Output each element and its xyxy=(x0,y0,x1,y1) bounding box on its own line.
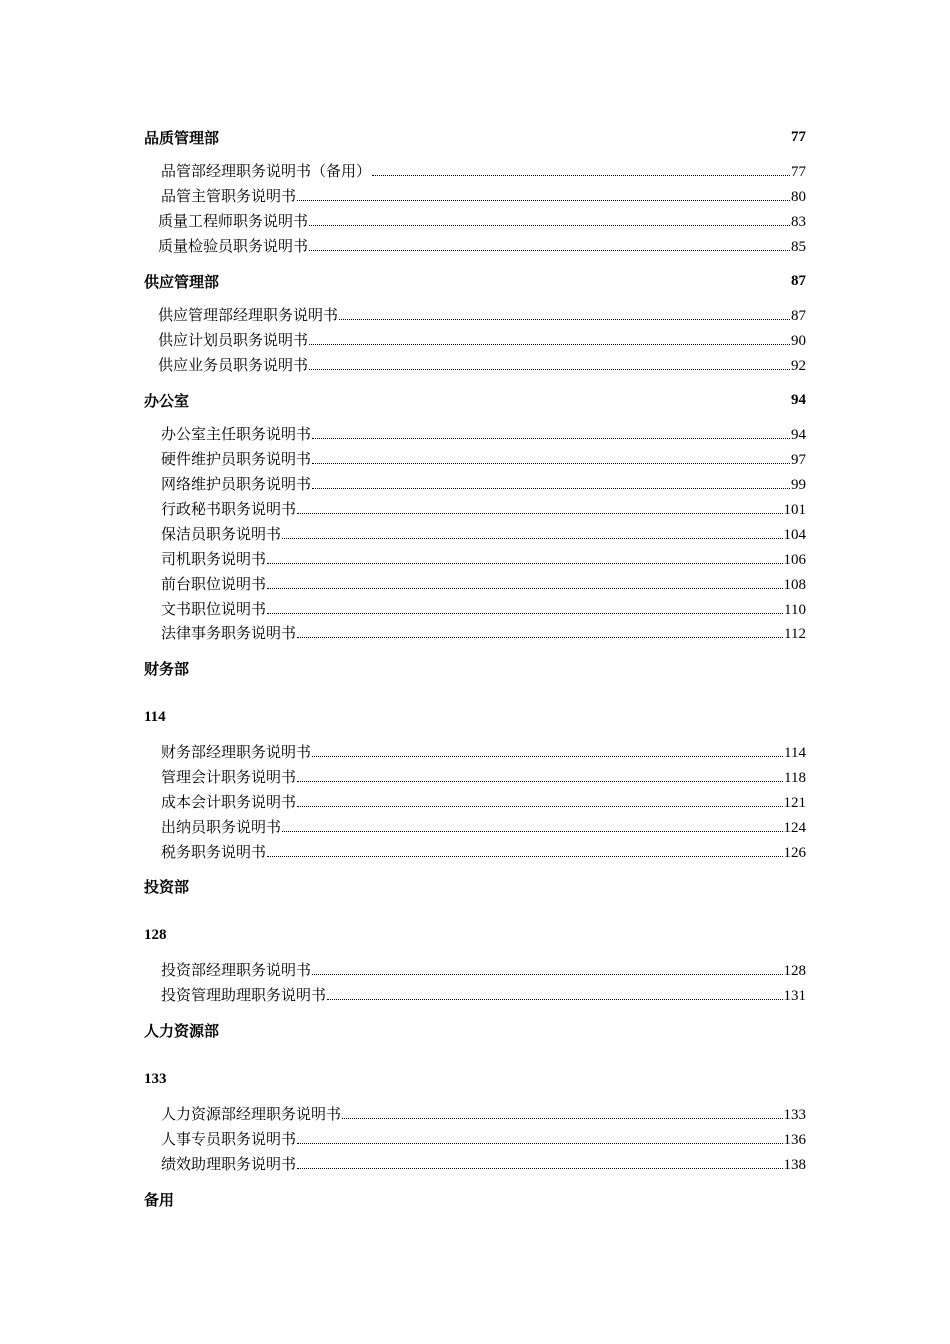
entry-title: 品管主管职务说明书 xyxy=(161,189,297,205)
entry-title: 出纳员职务说明书 xyxy=(161,820,282,836)
dot-leader xyxy=(282,538,782,539)
toc-section-heading[interactable] xyxy=(144,126,806,148)
dot-leader xyxy=(267,563,782,564)
dot-leader xyxy=(309,250,790,251)
entry-title: 投资管理助理职务说明书 xyxy=(161,988,327,1004)
toc-entry[interactable] xyxy=(161,984,806,1006)
entry-title: 绩效助理职务说明书 xyxy=(161,1157,297,1173)
toc-entry[interactable] xyxy=(158,354,806,376)
section-title: 办公室 xyxy=(144,393,190,410)
entry-title: 法律事务职务说明书 xyxy=(161,626,297,642)
section-page-number: 114 xyxy=(144,708,166,725)
toc-entry[interactable] xyxy=(161,573,806,595)
toc-entry[interactable] xyxy=(161,816,806,838)
entry-title: 税务职务说明书 xyxy=(161,845,267,861)
section-title: 人力资源部 xyxy=(144,1023,220,1040)
toc-section-heading[interactable] xyxy=(144,1188,806,1210)
toc-entry[interactable] xyxy=(161,1128,806,1150)
entry-page-number: 106 xyxy=(783,552,806,568)
toc-entry[interactable] xyxy=(158,235,806,257)
toc-entry[interactable] xyxy=(158,304,806,326)
toc-entry[interactable] xyxy=(161,473,806,495)
dot-leader xyxy=(267,856,782,857)
entry-page-number: 118 xyxy=(784,770,806,786)
section-title: 品质管理部 xyxy=(144,130,220,147)
entry-page-number: 121 xyxy=(783,795,806,811)
section-title: 供应管理部 xyxy=(144,274,220,291)
toc-entry[interactable] xyxy=(161,548,806,570)
toc-entry[interactable] xyxy=(161,185,806,207)
entry-title: 成本会计职务说明书 xyxy=(161,795,297,811)
entry-title: 人力资源部经理职务说明书 xyxy=(161,1107,342,1123)
entry-page-number: 112 xyxy=(784,626,806,642)
toc-entry[interactable] xyxy=(161,622,806,644)
dot-leader xyxy=(267,613,783,614)
entry-page-number: 133 xyxy=(783,1107,806,1123)
toc-section-page-line[interactable] xyxy=(144,706,806,728)
section-page-number: 128 xyxy=(144,926,167,943)
entry-page-number: 94 xyxy=(791,427,806,443)
section-title: 财务部 xyxy=(144,661,190,678)
entry-page-number: 87 xyxy=(791,308,806,324)
dot-leader xyxy=(297,806,782,807)
dot-leader xyxy=(372,175,790,176)
section-page-number: 87 xyxy=(791,272,806,289)
section-page-number: 133 xyxy=(144,1070,167,1087)
toc-entry[interactable] xyxy=(158,329,806,351)
dot-leader xyxy=(297,1168,782,1169)
dot-leader xyxy=(312,974,782,975)
toc-section-heading[interactable] xyxy=(144,270,806,292)
entry-page-number: 138 xyxy=(783,1157,806,1173)
entry-page-number: 83 xyxy=(791,214,806,230)
toc-entry[interactable] xyxy=(161,1103,806,1125)
entry-title: 质量检验员职务说明书 xyxy=(158,239,309,255)
entry-page-number: 108 xyxy=(783,577,806,593)
entry-page-number: 80 xyxy=(791,189,806,205)
section-title: 投资部 xyxy=(144,879,190,896)
dot-leader xyxy=(297,637,783,638)
dot-leader xyxy=(297,513,782,514)
toc-entry[interactable] xyxy=(158,210,806,232)
dot-leader xyxy=(309,369,790,370)
entry-page-number: 97 xyxy=(791,452,806,468)
toc-section-page-line[interactable] xyxy=(144,1068,806,1090)
entry-page-number: 126 xyxy=(783,845,806,861)
dot-leader xyxy=(339,319,790,320)
entry-title: 网络维护员职务说明书 xyxy=(161,477,312,493)
toc-entry[interactable] xyxy=(161,741,806,763)
entry-page-number: 131 xyxy=(783,988,806,1004)
toc-entry[interactable] xyxy=(161,841,806,863)
entry-title: 人事专员职务说明书 xyxy=(161,1132,297,1148)
entry-title: 文书职位说明书 xyxy=(161,602,267,618)
entry-title: 供应管理部经理职务说明书 xyxy=(158,308,339,324)
toc-section-heading[interactable] xyxy=(144,875,806,897)
entry-title: 质量工程师职务说明书 xyxy=(158,214,309,230)
entry-title: 供应业务员职务说明书 xyxy=(158,358,309,374)
entry-page-number: 77 xyxy=(791,164,806,180)
toc-section-heading[interactable] xyxy=(144,389,806,411)
entry-page-number: 114 xyxy=(784,745,806,761)
toc-entry[interactable] xyxy=(161,423,806,445)
toc-entry[interactable] xyxy=(161,523,806,545)
entry-title: 办公室主任职务说明书 xyxy=(161,427,312,443)
toc-entry[interactable] xyxy=(161,959,806,981)
dot-leader xyxy=(309,344,790,345)
dot-leader xyxy=(297,200,790,201)
dot-leader xyxy=(327,999,782,1000)
dot-leader xyxy=(297,1143,782,1144)
entry-title: 财务部经理职务说明书 xyxy=(161,745,312,761)
entry-page-number: 85 xyxy=(791,239,806,255)
section-page-number: 94 xyxy=(791,391,806,408)
toc-entry[interactable] xyxy=(161,1153,806,1175)
toc-section-page-line[interactable] xyxy=(144,924,806,946)
entry-title: 硬件维护员职务说明书 xyxy=(161,452,312,468)
entry-page-number: 128 xyxy=(783,963,806,979)
entry-page-number: 136 xyxy=(783,1132,806,1148)
section-page-number: 77 xyxy=(791,128,806,145)
entry-title: 行政秘书职务说明书 xyxy=(161,502,297,518)
entry-page-number: 110 xyxy=(784,602,806,618)
dot-leader xyxy=(282,831,782,832)
dot-leader xyxy=(312,488,790,489)
toc-entry[interactable] xyxy=(161,448,806,470)
dot-leader xyxy=(342,1118,782,1119)
entry-title: 投资部经理职务说明书 xyxy=(161,963,312,979)
entry-title: 司机职务说明书 xyxy=(161,552,267,568)
entry-page-number: 104 xyxy=(783,527,806,543)
entry-page-number: 92 xyxy=(791,358,806,374)
entry-title: 保洁员职务说明书 xyxy=(161,527,282,543)
dot-leader xyxy=(312,463,790,464)
section-title: 备用 xyxy=(144,1192,175,1209)
entry-page-number: 90 xyxy=(791,333,806,349)
dot-leader xyxy=(312,438,790,439)
entry-title: 供应计划员职务说明书 xyxy=(158,333,309,349)
dot-leader xyxy=(312,756,783,757)
toc-entry[interactable] xyxy=(161,598,806,620)
dot-leader xyxy=(309,225,790,226)
toc-section-heading[interactable] xyxy=(144,657,806,679)
toc-entry[interactable] xyxy=(161,498,806,520)
entry-page-number: 101 xyxy=(783,502,806,518)
dot-leader xyxy=(267,588,782,589)
entry-title: 前台职位说明书 xyxy=(161,577,267,593)
entry-title: 品管部经理职务说明书（备用） xyxy=(161,164,372,180)
toc-entry[interactable] xyxy=(161,766,806,788)
entry-title: 管理会计职务说明书 xyxy=(161,770,297,786)
entry-page-number: 124 xyxy=(783,820,806,836)
toc-entry[interactable] xyxy=(161,160,806,182)
toc-section-heading[interactable] xyxy=(144,1019,806,1041)
dot-leader xyxy=(297,781,783,782)
toc-entry[interactable] xyxy=(161,791,806,813)
entry-page-number: 99 xyxy=(791,477,806,493)
